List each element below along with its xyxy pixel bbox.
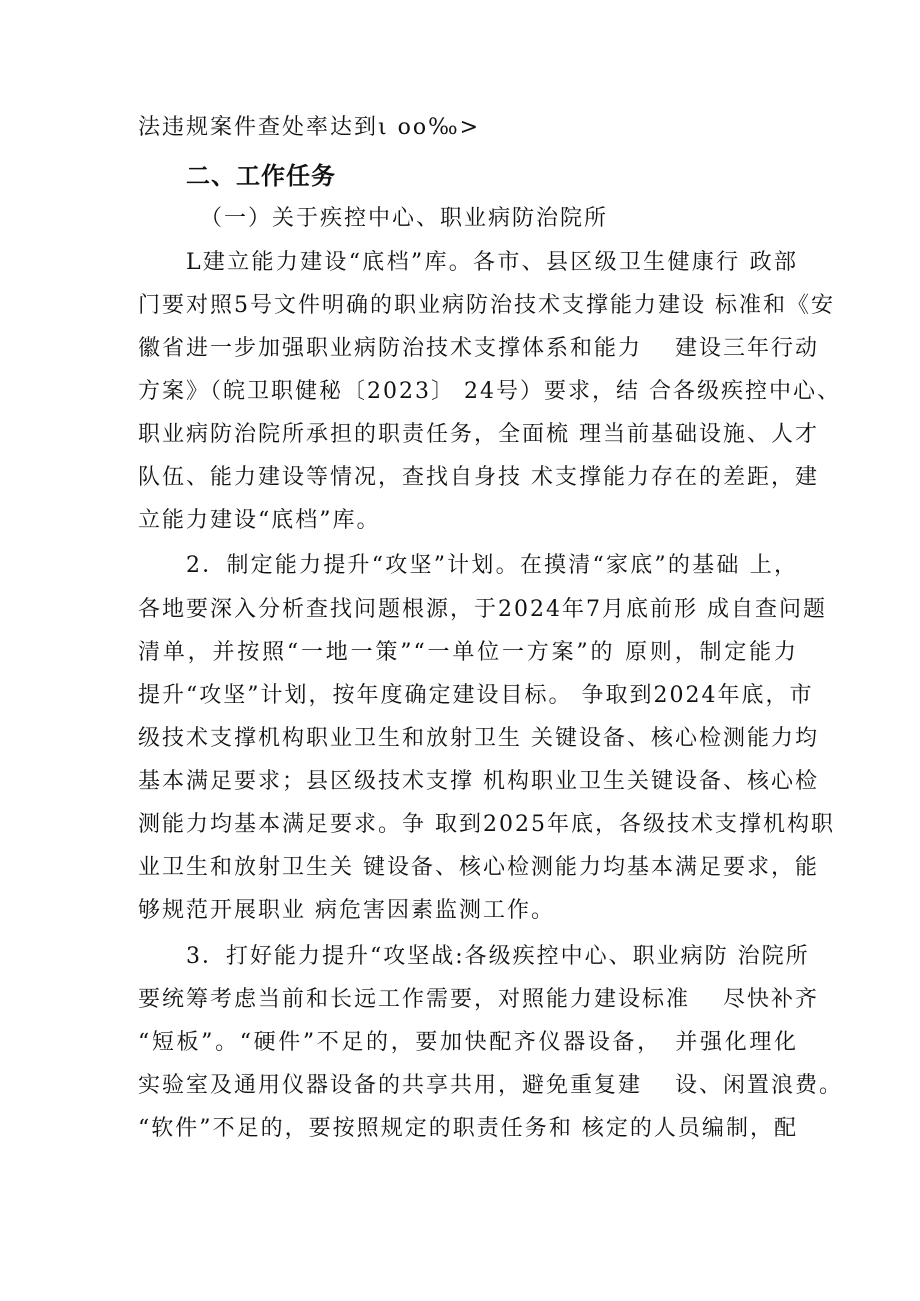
- paragraph-line: L建立能力建设“底档”库。各市、县区级卫生健康行 政部: [186, 250, 798, 275]
- paragraph-line: 队伍、能力建设等情况，查找自身技 术支撑能力存在的差距，建: [138, 465, 819, 490]
- opening-line: 法违规案件查处率达到ι oo‰>: [138, 115, 481, 140]
- paragraph-line: 3．打好能力提升“攻坚战:各级疾控中心、职业病防 治院所: [186, 944, 810, 969]
- paragraph-line: 提升“攻坚”计划，按年度确定建设目标。 争取到2024年底，市: [138, 683, 814, 708]
- paragraph-line: 徽省进一步加强职业病防治技术支撑体系和能力 建设三年行动: [138, 336, 819, 361]
- paragraph-line: 清单，并按照“一地一策”“一单位一方案”的 原则，制定能力: [138, 640, 798, 665]
- paragraph-line: 门要对照5号文件明确的职业病防治技术支撑能力建设 标准和《安: [138, 293, 835, 318]
- subsection-heading: （一）关于疾控中心、职业病防治院所: [200, 206, 609, 231]
- paragraph-line: 要统筹考虑当前和长远工作需要，对照能力建设标准 尽快补齐: [138, 987, 819, 1012]
- section-heading: 二、工作任务: [186, 162, 336, 190]
- paragraph-line: “短板”。“硬件”不足的，要加快配齐仪器设备， 并强化理化: [138, 1030, 798, 1055]
- paragraph-line: “软件”不足的，要按照规定的职责任务和 核定的人员编制，配: [138, 1116, 798, 1141]
- paragraph-line: 方案》（皖卫职健秘〔2023〕 24号）要求，结 合各级疾控中心、: [138, 379, 841, 404]
- paragraph-line: 实验室及通用仪器设备的共享共用，避免重复建 设、闲置浪费。: [138, 1073, 843, 1098]
- paragraph-line: 基本满足要求；县区级技术支撑 机构职业卫生关键设备、核心检: [138, 769, 819, 794]
- paragraph-line: 级技术支撑机构职业卫生和放射卫生 关键设备、核心检测能力均: [138, 726, 819, 751]
- paragraph-line: 2．制定能力提升“攻坚”计划。在摸清“家底”的基础 上，: [186, 553, 798, 578]
- paragraph-line: 测能力均基本满足要求。争 取到2025年底，各级技术支撑机构职: [138, 812, 835, 837]
- paragraph-line: 各地要深入分析查找问题根源，于2024年7月底前形 成自查问题: [138, 597, 827, 622]
- paragraph-line: 业卫生和放射卫生关 键设备、核心检测能力均基本满足要求，能: [138, 855, 819, 880]
- paragraph-line: 职业病防治院所承担的职责任务，全面梳 理当前基础设施、人才: [138, 422, 819, 447]
- paragraph-line: 够规范开展职业 病危害因素监测工作。: [138, 898, 555, 923]
- paragraph-line: 立能力建设“底档”库。: [138, 508, 381, 533]
